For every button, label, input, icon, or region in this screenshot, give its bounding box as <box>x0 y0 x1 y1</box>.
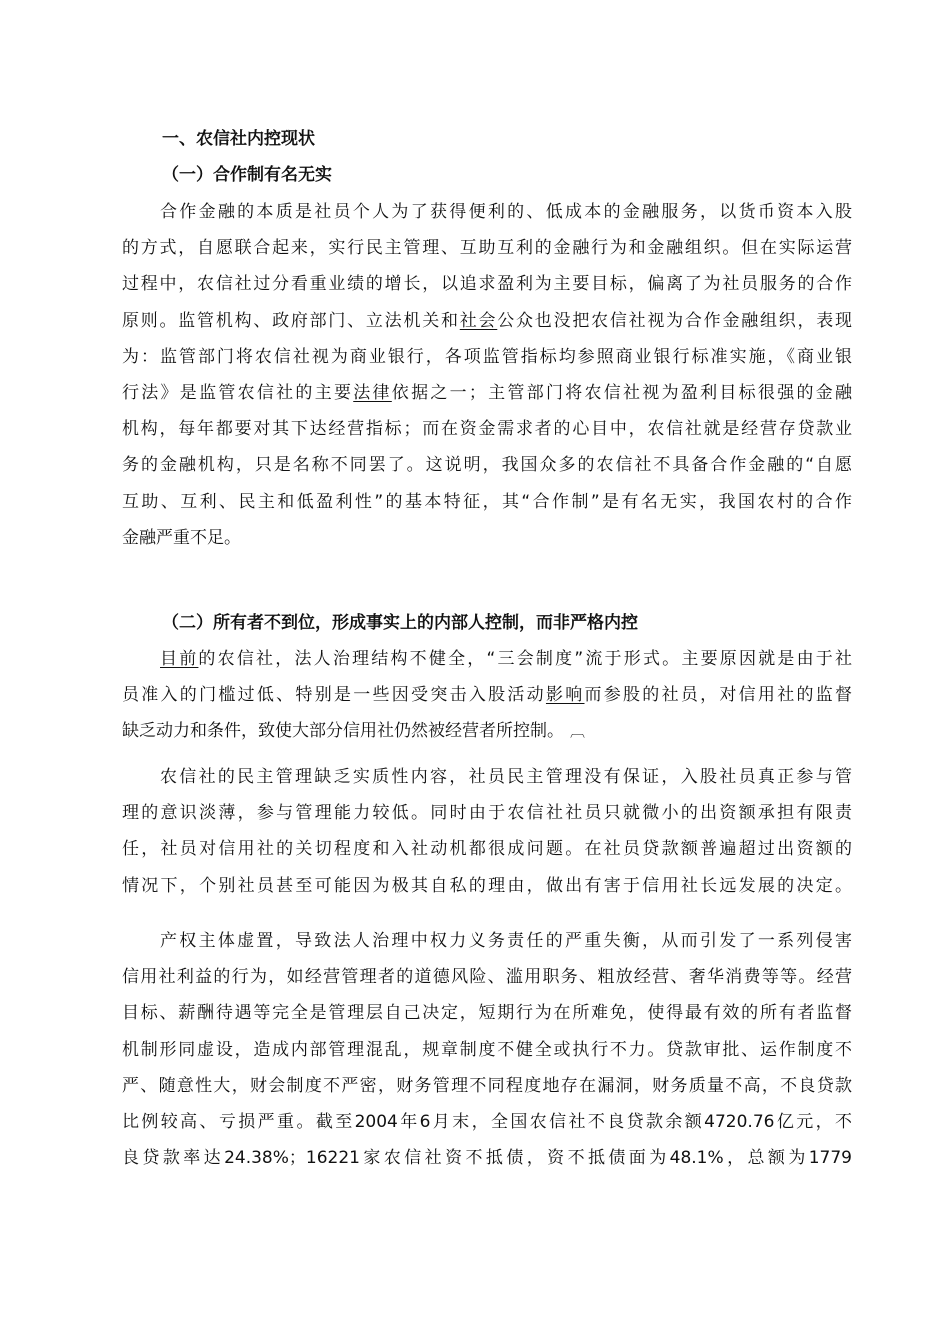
text-run: 而参股的社员，对信用社的监督 <box>584 685 853 706</box>
subsection-heading-1: （一）合作制有名无实 <box>162 165 332 185</box>
subsection-heading-2: （二）所有者不到位，形成事实上的内部人控制，而非严格内控 <box>162 613 638 633</box>
text-line: 金融严重不足。 <box>122 527 241 548</box>
link-falv[interactable]: 法律 <box>353 382 392 403</box>
paragraph-democratic-management <box>122 759 852 904</box>
text-run: 原则。监管机构、政府部门、立法机关和 <box>122 310 460 331</box>
link-shehui[interactable]: 社会 <box>459 310 498 331</box>
text-line: 机构，每年都要对其下达经营指标；而在资金需求者的心目中，农信社就是经营存贷款业 <box>122 419 852 440</box>
text-run: 员准入的门槛过低、特别是一些因受突击入股活动 <box>122 685 546 706</box>
text-line: 为：监管部门将农信社视为商业银行，各项监管指标均参照商业银行标准实施，《商业银 <box>122 346 852 367</box>
text-line: 务的金融机构，只是名称不同罢了。这说明，我国众多的农信社不具备合作金融的“自愿 <box>122 455 852 476</box>
text-line: 良贷款率达24.38%；16221家农信社资不抵债，资不抵债面为48.1%，总额为1779 <box>122 1148 852 1169</box>
link-muqian[interactable]: 目前 <box>160 649 199 669</box>
section-heading: 一、农信社内控现状 <box>162 129 315 149</box>
text-line: 互助、互利、民主和低盈利性”的基本特征，其“合作制”是有名无实，我国农村的合作 <box>122 491 852 512</box>
text-line: 产权主体虚置，导致法人治理中权力义务责任的严重失衡，从而引发了一系列侵害 <box>160 931 852 951</box>
paragraph-property-rights <box>122 923 852 1176</box>
text-line: 的方式，自愿联合起来，实行民主管理、互助互利的金融行为和金融组织。但在实际运营 <box>122 238 852 259</box>
link-yingxiang[interactable]: 影响 <box>545 685 585 706</box>
text-line: 合作金融的本质是社员个人为了获得便利的、低成本的金融服务，以货币资本入股 <box>160 202 852 222</box>
bracket-mark: ︹ <box>570 722 586 741</box>
text-run: 公众也没把农信社视为合作金融组织，表现 <box>497 310 853 331</box>
text-run: 的农信社，法人治理结构不健全，“三会制度”流于形式。主要原因就是由于社 <box>198 649 852 669</box>
text-line: 严、随意性大，财会制度不严密，财务管理不同程度地存在漏洞，财务质量不高，不良贷款 <box>122 1075 852 1096</box>
text-line <box>122 303 852 339</box>
paragraph-cooperative <box>122 194 852 556</box>
text-line: 目标、薪酬待遇等完全是管理层自己决定，短期行为在所难免，使得最有效的所有者监督 <box>122 1003 852 1024</box>
text-line <box>122 375 852 411</box>
text-run: 行法》是监管农信社的主要 <box>122 382 354 403</box>
text-line: 农信社的民主管理缺乏实质性内容，社员民主管理没有保证，入股社员真正参与管 <box>160 767 852 787</box>
text-line: 信用社利益的行为，如经营管理者的道德风险、滥用职务、粗放经营、奢华消费等等。经营 <box>122 967 852 988</box>
text-line: 机制形同虚设，造成内部管理混乱，规章制度不健全或执行不力。贷款审批、运作制度不 <box>122 1039 852 1060</box>
text-line <box>122 677 852 713</box>
text-line <box>122 641 852 677</box>
text-line: 比例较高、亏损严重。截至2004年6月末，全国农信社不良贷款余额4720.76亿元，不 <box>122 1111 852 1132</box>
text-run: 依据之一；主管部门将农信社视为盈利目标很强的金融 <box>391 382 853 403</box>
paragraph-governance <box>122 641 852 750</box>
text-run: 缺乏动力和条件，致使大部分信用社仍然被经营者所控制。 <box>122 721 564 742</box>
text-line: 任，社员对信用社的关切程度和入社动机都很成问题。在社员贷款额普遍超过出资额的 <box>122 839 852 860</box>
text-line <box>122 713 852 749</box>
text-line: 情况下，个别社员甚至可能因为极其自私的理由，做出有害于信用社长远发展的决定。 <box>122 875 852 896</box>
text-line: 理的意识淡薄，参与管理能力较低。同时由于农信社社员只就微小的出资额承担有限责 <box>122 803 852 824</box>
text-line: 过程中，农信社过分看重业绩的增长，以追求盈利为主要目标，偏离了为社员服务的合作 <box>122 274 852 295</box>
